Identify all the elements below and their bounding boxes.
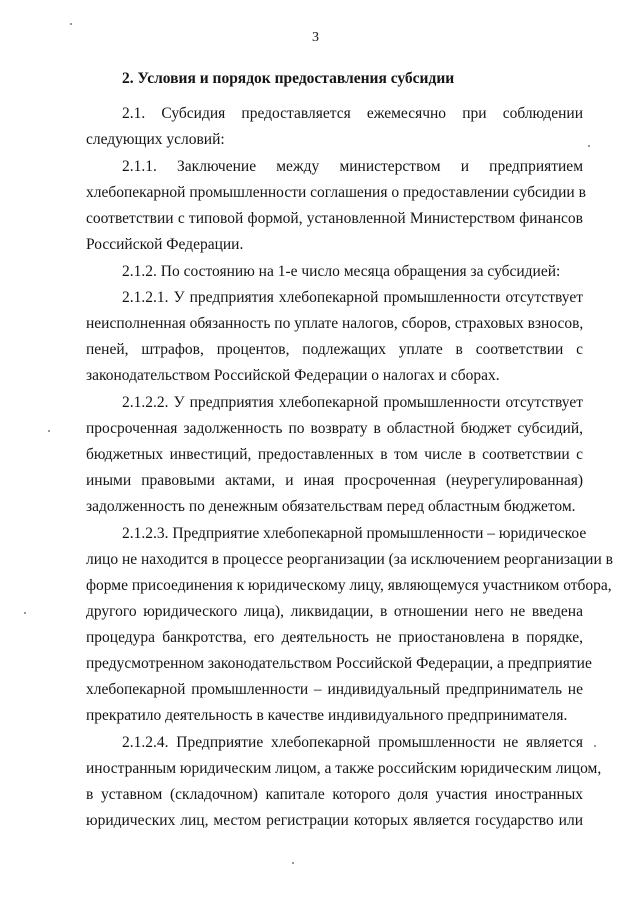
text-line: пеней, штрафов, процентов, подлежащих уплате в соответствии с (86, 341, 583, 358)
page-number: 3 (312, 30, 319, 45)
text-line: 2.1.2.3. Предприятие хлебопекарной промышленности – юридическое (122, 525, 587, 542)
text-line: юридических лиц, местом регистрации которых является государство или (86, 812, 583, 829)
text-line: Российской Федерации. (86, 236, 244, 253)
text-line: 2.1.1. Заключение между министерством и предприятием (122, 158, 583, 175)
text-line: просроченная задолженность по возврату в областной бюджет субсидий, (86, 420, 583, 437)
text-line: предусмотренном законодательством Российской Федерации, а предприятие (86, 655, 592, 672)
text-line: иностранным юридическим лицом, а также российским юридическим лицом, (86, 760, 602, 777)
scan-speck (48, 430, 50, 432)
text-line: законодательством Российской Федерации о налогах и сборах. (86, 367, 500, 384)
text-line: процедура банкротства, его деятельность не приостановлена в порядке, (86, 629, 583, 646)
scan-speck (292, 862, 294, 864)
text-line: 2.1. Субсидия предоставляется ежемесячно при соблюдении (122, 105, 583, 122)
scan-speck (24, 612, 26, 614)
text-line: неисполненная обязанность по уплате налогов, сборов, страховых взносов, (86, 315, 584, 332)
text-line: другого юридического лица), ликвидации, в отношении него не введена (86, 603, 583, 620)
scan-speck (70, 23, 72, 25)
text-line: бюджетных инвестиций, предоставленных в том числе в соответствии с (86, 446, 583, 463)
text-line: соответствии с типовой формой, установленной Министерством финансов (86, 210, 583, 227)
text-line: хлебопекарной промышленности соглашения о предоставлении субсидии в (86, 184, 586, 201)
scan-speck (588, 145, 590, 147)
text-line: задолженность по денежным обязательствам перед областным бюджетом. (86, 498, 576, 515)
text-line: лицо не находится в процессе реорганизации (за исключением реорганизации в (86, 551, 613, 568)
text-line: хлебопекарной промышленности – индивидуальный предприниматель не (86, 681, 583, 698)
section-heading: 2. Условия и порядок предоставления субсидии (122, 70, 455, 87)
text-line: 2.1.2.2. У предприятия хлебопекарной промышленности отсутствует (122, 394, 583, 411)
text-line: 2.1.2. По состоянию на 1-е число месяца обращения за субсидией: (122, 263, 561, 280)
text-line: следующих условий: (86, 131, 225, 148)
text-line: в уставном (складочном) капитале которого доля участия иностранных (86, 786, 583, 803)
text-line: 2.1.2.4. Предприятие хлебопекарной промышленности не является (122, 734, 583, 751)
text-line: 2.1.2.1. У предприятия хлебопекарной промышленности отсутствует (122, 289, 583, 306)
scan-speck (594, 745, 596, 747)
text-line: прекратило деятельность в качестве индивидуального предпринимателя. (86, 707, 568, 724)
text-line: иными правовыми актами, и иная просроченная (неурегулированная) (86, 472, 583, 489)
text-line: форме присоединения к юридическому лицу, являющемуся участником отбора, (86, 577, 612, 594)
